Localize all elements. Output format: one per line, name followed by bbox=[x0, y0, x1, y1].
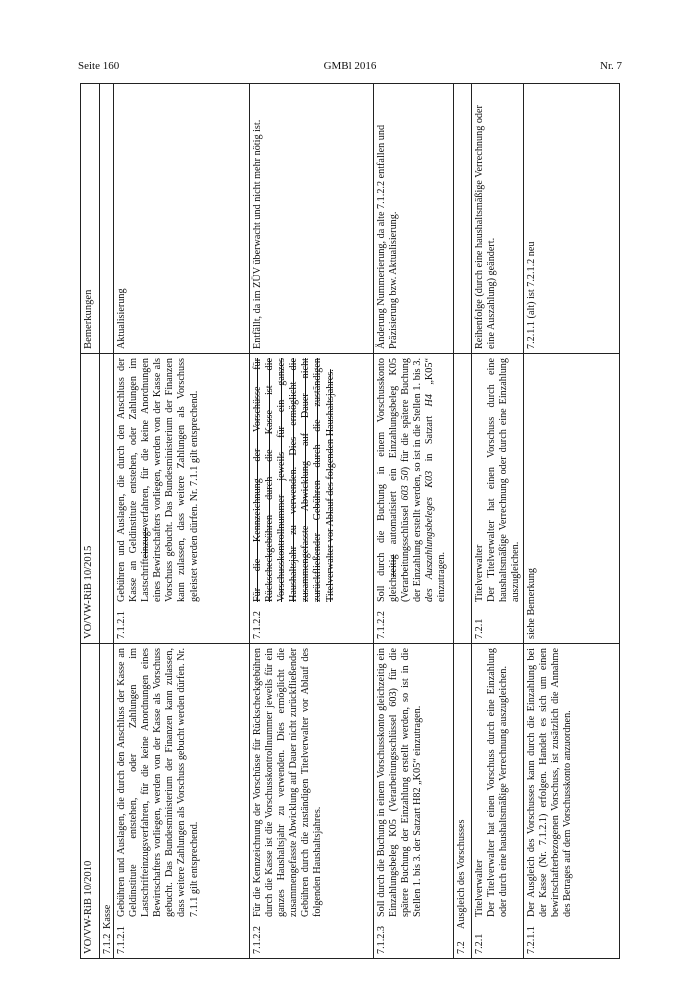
clause-text: Soll durch die Buchung in einem Vorschusskonto gleichzeitig automatisiert ein Einzahlungsbeleg K05 (Verarbeitungsschlüssel 603 50) für die spätere Buchung der Einzahlung erstellt werden, so ist in die Stellen 1. bis 3. des Auszahlungsbeleges K03 in Satzart H4 „K05“ einzutragen. bbox=[376, 358, 448, 602]
clause-text: Der Ausgleich des Vorschusses kann durch die Einzahlung bei der Kasse (Nr. 7.1.2.1) erfolgen. Handelt es sich um einen bewirtschafterbezogenen Vorschuss, ist zusätzlich die Annahme des Betrages auf dem Vorschusskonto anzuordnen. bbox=[526, 648, 574, 917]
clause-number: 7.1.2.2 bbox=[252, 610, 263, 639]
empty-cell bbox=[454, 353, 471, 643]
publication-title: GMBl 2016 bbox=[323, 60, 377, 72]
section-title: Ausgleich des Vorschusses bbox=[456, 819, 467, 929]
old-rule-cell bbox=[114, 643, 249, 958]
clause-text: Für die Kennzeichnung der Vorschüsse für Rückscheckgebühren durch die Kasse ist die Vorschusskontrollnummer jeweils für ein ganzes Haushaltsjahr zu verwenden. Dies ermöglicht die zusammengefasste Abwicklung auf Dauer nicht zurückfließender Gebühren durch die zuständigen Titelverwalter vor Ablauf des folgenden Haushaltsjahres. bbox=[252, 648, 324, 917]
remark-cell: 7.2.1.1 (alt) ist 7.2.1.2 neu bbox=[526, 241, 537, 349]
new-rule-cell bbox=[250, 353, 373, 643]
old-rule-cell bbox=[374, 643, 453, 958]
clause-text: Gebühren und Auslagen, die durch den Anschluss der Kasse an Geldinstitute entstehen, oder Zahlungen im Lastschrifteinzugsverfahren, für die keine Anordnungen eines Bewirtschafters vorliegen, werden von der Kasse als Vorschuss gebucht. Das Bundesministerium der Finanzen kann zulassen, dass weitere Zahlungen als Vorschuss gebucht werden dürfen. Nr. 7.1.1 gilt entsprechend. bbox=[116, 648, 200, 917]
remark-cell: Aktualisierung bbox=[116, 288, 127, 349]
clause-number: 7.2.1 bbox=[474, 618, 485, 639]
remark-cell: Reihenfolge (durch eine haushaltsmäßige Verrechnung oder eine Auszahlung) geändert. bbox=[474, 105, 498, 349]
empty-cell bbox=[100, 84, 113, 353]
clause-number: 7.1.2.1 bbox=[116, 610, 127, 639]
clause-number: 7.1.2.2 bbox=[376, 610, 387, 639]
section-title: Kasse bbox=[102, 904, 113, 929]
clause-number: 7.2.1 bbox=[474, 933, 485, 954]
table-row bbox=[453, 84, 471, 958]
deleted-clause-text: Für die Kennzeichnung der Vorschüsse für Rückscheckgebühren durch die Kasse ist die Vorschusskontrollnummer jeweils für ein ganzes Haushaltsjahr zu verwenden. Dies ermöglicht die zusammengefasste Abwicklung auf Dauer nicht zurückfließender Gebühren durch die zuständigen Titelverwalter vor Ablauf des folgenden Haushaltsjahres. bbox=[252, 358, 336, 602]
column-header-2015: VO/VW-RiB 10/2015 bbox=[81, 353, 99, 643]
inserted-text: H4 bbox=[424, 393, 436, 407]
table-row bbox=[99, 84, 113, 958]
section-cell bbox=[454, 643, 471, 958]
issue-number: Nr. 7 bbox=[600, 60, 622, 72]
old-rule-cell bbox=[250, 643, 373, 958]
table-row bbox=[471, 84, 523, 958]
table-row bbox=[249, 84, 373, 958]
empty-cell bbox=[454, 84, 471, 353]
clause-title: Titelverwalter bbox=[474, 859, 485, 917]
empty-cell bbox=[100, 353, 113, 643]
deleted-text: zeitig bbox=[388, 554, 400, 578]
clause-text: Soll durch die Buchung in einem Vorschusskonto gleichzeitig ein Einzahlungsbeleg K05 (Verarbeitungsschlüssel 603) für die spätere Buchung der Einzahlung erstellt werden, so ist in die Stellen 1. bis 3. der Satzart H82 „K05“ einzutragen. bbox=[376, 648, 424, 917]
section-cell bbox=[100, 643, 113, 958]
remark-cell: Entfällt, da im ZÜV überwacht und nicht mehr nötig ist. bbox=[252, 119, 263, 349]
column-header-2010: VO/VW-RiB 10/2010 bbox=[81, 643, 99, 958]
comparison-table-container bbox=[80, 83, 620, 959]
table-row bbox=[373, 84, 453, 958]
deleted-text: einzugs bbox=[140, 527, 152, 559]
new-rule-cell bbox=[374, 353, 453, 643]
clause-number: 7.1.2.2 bbox=[252, 925, 263, 954]
table-row bbox=[523, 84, 619, 958]
clause-number: 7.1.2.1 bbox=[116, 925, 127, 954]
clause-title: Titelverwalter bbox=[474, 544, 485, 602]
section-number: 7.2 bbox=[456, 941, 467, 954]
clause-text: Der Titelverwalter hat einen Vorschuss durch eine haushaltsmäßige Verrechnung oder durch eine Einzahlung auszugleichen. bbox=[486, 358, 522, 602]
new-rule-cell: siehe Bemerkung bbox=[524, 353, 619, 643]
table-header-row bbox=[81, 84, 99, 958]
clause-text: Gebühren und Auslagen, die durch den Anschluss der Kasse an Geldinstitute entstehen, oder Zahlungen im Lastschrifteinzugsverfahren, für die keine Anordnungen eines Bewirtschafters vorliegen, werden von der Kasse als Vorschuss gebucht. Das Bundesministerium der Finanzen kann zulassen, dass weitere Zahlungen als Vorschuss geleistet werden dürfen. Nr. 7.1.1 gilt entsprechend. bbox=[116, 358, 200, 602]
old-rule-cell bbox=[472, 643, 523, 958]
clause-number: 7.2.1.1 bbox=[526, 925, 537, 954]
remark-cell: Änderung Nummerierung, da alte 7.1.2.2 entfallen und Präzisierung bzw. Aktualisierung. bbox=[376, 124, 400, 349]
table-row bbox=[113, 84, 249, 958]
page-number: Seite 160 bbox=[78, 60, 120, 72]
new-rule-cell bbox=[114, 353, 249, 643]
inserted-text: 603 50 bbox=[400, 470, 412, 501]
inserted-text: des Auszahlungsbeleges K03 bbox=[424, 470, 436, 602]
column-header-remarks: Bemerkungen bbox=[83, 289, 94, 349]
comparison-table bbox=[80, 83, 620, 959]
old-rule-cell bbox=[524, 643, 619, 958]
new-rule-cell bbox=[472, 353, 523, 643]
clause-text: Der Titelverwalter hat einen Vorschuss durch eine Einzahlung oder durch eine haushaltsmäßige Verrechnung auszugleichen. bbox=[486, 648, 510, 917]
section-number: 7.1.2 bbox=[102, 933, 113, 954]
clause-number: 7.1.2.3 bbox=[376, 925, 387, 954]
